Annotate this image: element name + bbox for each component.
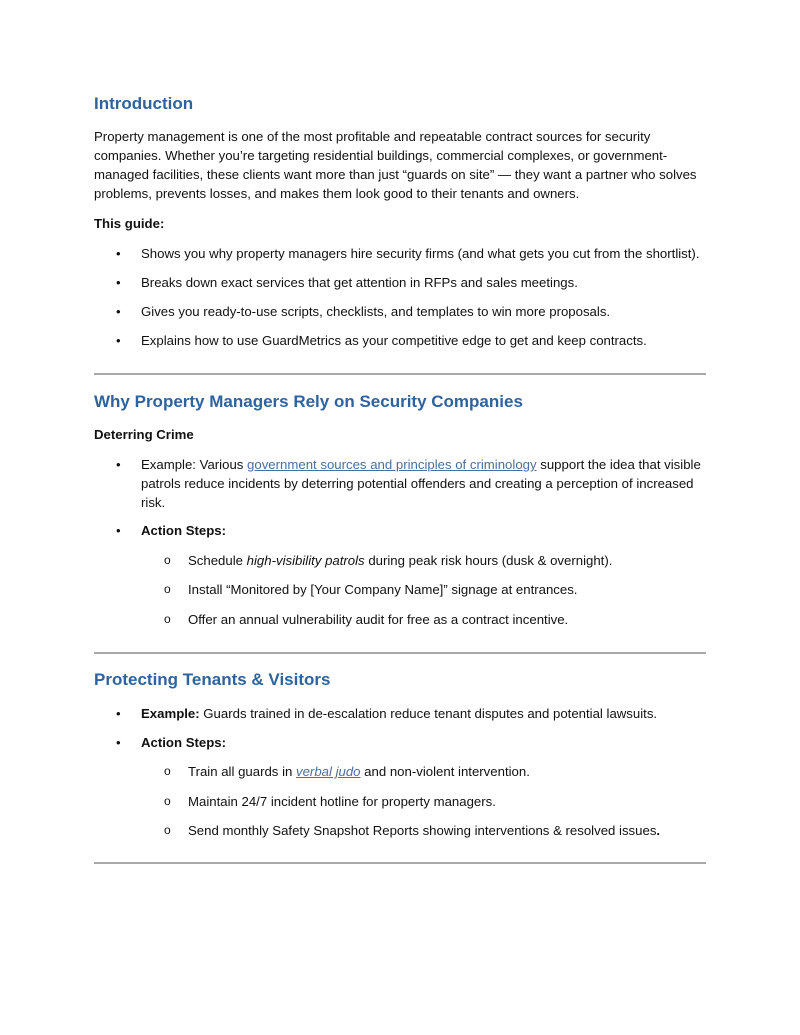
bullet-marker: • bbox=[116, 246, 121, 261]
bullet-marker: • bbox=[116, 706, 121, 721]
guide-label: This guide: bbox=[94, 216, 165, 231]
intro-bullet-4: Explains how to use GuardMetrics as your competitive edge to get and keep contracts. bbox=[141, 333, 647, 348]
sub-bullet-marker: o bbox=[164, 553, 171, 567]
protect-step-1-suffix: and non-violent intervention. bbox=[360, 764, 530, 779]
protect-step-3-end: . bbox=[656, 823, 661, 838]
intro-bullet-3: Gives you ready-to-use scripts, checklists, and templates to win more proposals. bbox=[141, 304, 611, 319]
sub-bullet-marker: o bbox=[164, 794, 171, 808]
sub-bullet-marker: o bbox=[164, 764, 171, 778]
intro-paragraph: Property management is one of the most profitable and repeatable contract sources for security companies. Whether you’re targeting residential buildings, commercial complexes, or government-managed facilities, these clients want more than just “guards on site” — they want a partner who solves problems, prevents losses, and makes them look good to their tenants and owners. bbox=[94, 129, 697, 201]
why-step-1 bbox=[188, 551, 706, 570]
verbal-judo-link[interactable]: verbal judo bbox=[296, 764, 361, 779]
why-step-1-suffix: during peak risk hours (dusk & overnight). bbox=[364, 553, 613, 568]
intro-bullet-1: Shows you why property managers hire security firms (and what gets you cut from the shortlist). bbox=[141, 246, 700, 261]
protect-step-1-prefix: Train all guards in bbox=[188, 764, 296, 779]
section-divider bbox=[94, 373, 706, 375]
deterring-crime-subheading: Deterring Crime bbox=[94, 427, 194, 442]
protect-example-text: Guards trained in de-escalation reduce tenant disputes and potential lawsuits. bbox=[199, 706, 658, 721]
protect-example-label: Example: bbox=[141, 706, 200, 721]
bullet-marker: • bbox=[116, 275, 121, 290]
intro-bullet-2: Breaks down exact services that get attention in RFPs and sales meetings. bbox=[141, 275, 578, 290]
bullet-marker: • bbox=[116, 735, 121, 750]
section-divider bbox=[94, 652, 706, 654]
bullet-marker: • bbox=[116, 304, 121, 319]
why-step-3: Offer an annual vulnerability audit for free as a contract incentive. bbox=[188, 612, 569, 627]
intro-heading: Introduction bbox=[94, 94, 194, 113]
sub-bullet-marker: o bbox=[164, 582, 171, 596]
protect-action-label: Action Steps: bbox=[141, 735, 226, 750]
bullet-marker: • bbox=[116, 333, 121, 348]
why-action-label: Action Steps: bbox=[141, 523, 226, 538]
protect-heading: Protecting Tenants & Visitors bbox=[94, 670, 331, 689]
section-divider bbox=[94, 862, 706, 864]
protect-example bbox=[141, 704, 706, 723]
sub-bullet-marker: o bbox=[164, 612, 171, 626]
why-example-prefix: Example: Various bbox=[141, 457, 248, 472]
why-heading: Why Property Managers Rely on Security Companies bbox=[94, 392, 523, 411]
protect-step-1 bbox=[188, 762, 706, 781]
why-step-1-italic: high-visibility patrols bbox=[246, 553, 365, 568]
why-example bbox=[141, 455, 706, 512]
sub-bullet-marker: o bbox=[164, 823, 171, 837]
criminology-link[interactable]: government sources and principles of criminology bbox=[247, 457, 537, 472]
protect-step-2: Maintain 24/7 incident hotline for property managers. bbox=[188, 794, 496, 809]
bullet-marker: • bbox=[116, 457, 121, 472]
why-example-suffix: support the idea that visible patrols reduce incidents by deterring potential offenders and creating a perception of increased risk. bbox=[141, 457, 701, 510]
why-step-1-prefix: Schedule bbox=[188, 553, 247, 568]
bullet-marker: • bbox=[116, 523, 121, 538]
protect-step-3 bbox=[188, 821, 706, 840]
why-step-2: Install “Monitored by [Your Company Name]” signage at entrances. bbox=[188, 582, 578, 597]
protect-step-3-text: Send monthly Safety Snapshot Reports showing interventions & resolved issues bbox=[188, 823, 657, 838]
